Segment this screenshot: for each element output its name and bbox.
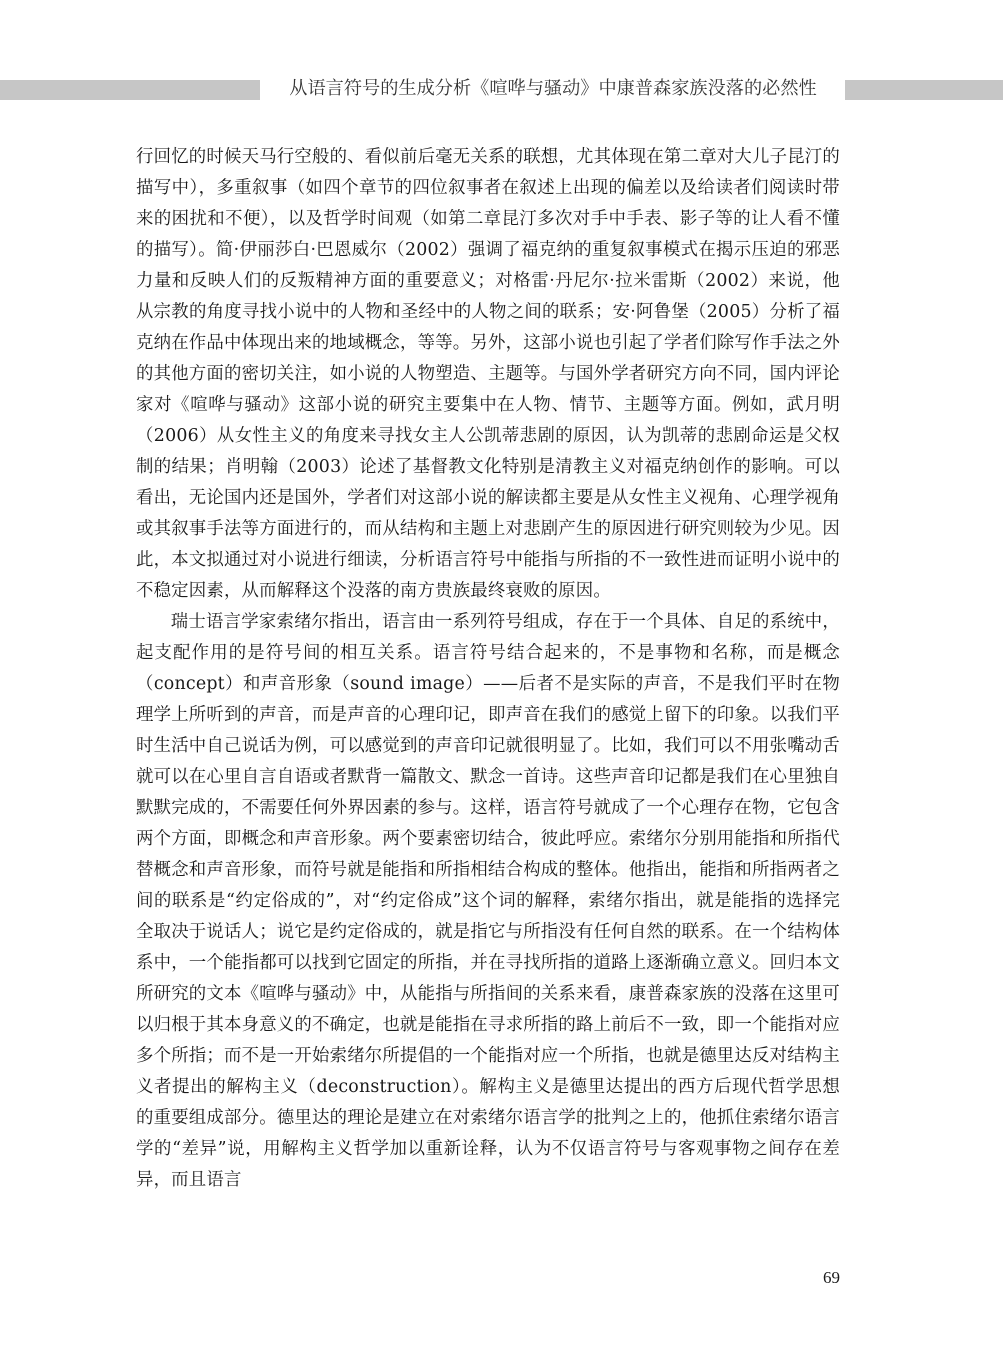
header-rule-left [0, 80, 260, 100]
header-rule-right [845, 80, 1003, 100]
paragraph-continued: 行回忆的时候天马行空般的、看似前后毫无关系的联想，尤其体现在第二章对大儿子昆汀的描写中），多重叙事（如四个章节的四位叙事者在叙述上出现的偏差以及给读者们阅读时带来的困扰和不便），以及哲学时间观（如第二章昆汀多次对手中手表、影子等的让人看不懂的描写）。简·伊丽莎白·巴恩威尔（2002）强调了福克纳的重复叙事模式在揭示压迫的邪恶力量和反映人们的反叛精神方面的重要意义；对格雷·丹尼尔·拉米雷斯（2002）来说，他从宗教的角度寻找小说中的人物和圣经中的人物之间的联系；安·阿鲁堡（2005）分析了福克纳在作品中体现出来的地域概念，等等。另外，这部小说也引起了学者们除写作手法之外的其他方面的密切关注，如小说的人物塑造、主题等。与国外学者研究方向不同，国内评论家对《喧哗与骚动》这部小说的研究主要集中在人物、情节、主题等方面。例如，武月明（2006）从女性主义的角度来寻找女主人公凯蒂悲剧的原因，认为凯蒂的悲剧命运是父权制的结果；肖明翰（2003）论述了基督教文化特别是清教主义对福克纳创作的影响。可以看出，无论国内还是国外，学者们对这部小说的解读都主要是从女性主义视角、心理学视角或其叙事手法等方面进行的，而从结构和主题上对悲剧产生的原因进行研究则较为少见。因此，本文拟通过对小说进行细读，分析语言符号中能指与所指的不一致性进而证明小说中的不稳定因素，从而解释这个没落的南方贵族最终衰败的原因。 [136, 147, 840, 601]
page-number: 69 [823, 1268, 840, 1287]
paragraph-saussure: 瑞士语言学家索绪尔指出，语言由一系列符号组成，存在于一个具体、自足的系统中，起支配作用的是符号间的相互关系。语言符号结合起来的，不是事物和名称，而是概念（concept）和声音形象（sound image）——后者不是实际的声音，不是我们平时在物理学上所听到的声音，而是声音的心理印记，即声音在我们的感觉上留下的印象。以我们平时生活中自己说话为例，可以感觉到的声音印记就很明显了。比如，我们可以不用张嘴动舌就可以在心里自言自语或者默背一篇散文、默念一首诗。这些声音印记都是我们在心里独自默默完成的，不需要任何外界因素的参与。这样，语言符号就成了一个心理存在物，它包含两个方面，即概念和声音形象。两个要素密切结合，彼此呼应。索绪尔分别用能指和所指代替概念和声音形象，而符号就是能指和所指相结合构成的整体。他指出，能指和所指两者之间的联系是“约定俗成的”，对“约定俗成”这个词的解释，索绪尔指出，就是能指的选择完全取决于说话人；说它是约定俗成的，就是指它与所指没有任何自然的联系。在一个结构体系中，一个能指都可以找到它固定的所指，并在寻找所指的道路上逐渐确立意义。回归本文所研究的文本《喧哗与骚动》中，从能指与所指间的关系来看，康普森家族的没落在这里可以归根于其本身意义的不确定，也就是能指在寻求所指的路上前后不一致，即一个能指对应多个所指；而不是一开始索绪尔所提倡的一个能指对应一个所指，也就是德里达反对结构主义者提出的解构主义（deconstruction）。解构主义是德里达提出的西方后现代哲学思想的重要组成部分。德里达的理论是建立在对索绪尔语言学的批判之上的，他抓住索绪尔语言学的“差异”说，用解构主义哲学加以重新诠释，认为不仅语言符号与客观事物之间存在差异，而且语言 [136, 612, 840, 1190]
article-body [136, 142, 840, 1196]
running-title: 从语言符号的生成分析《喧哗与骚动》中康普森家族没落的必然性 [289, 78, 817, 99]
